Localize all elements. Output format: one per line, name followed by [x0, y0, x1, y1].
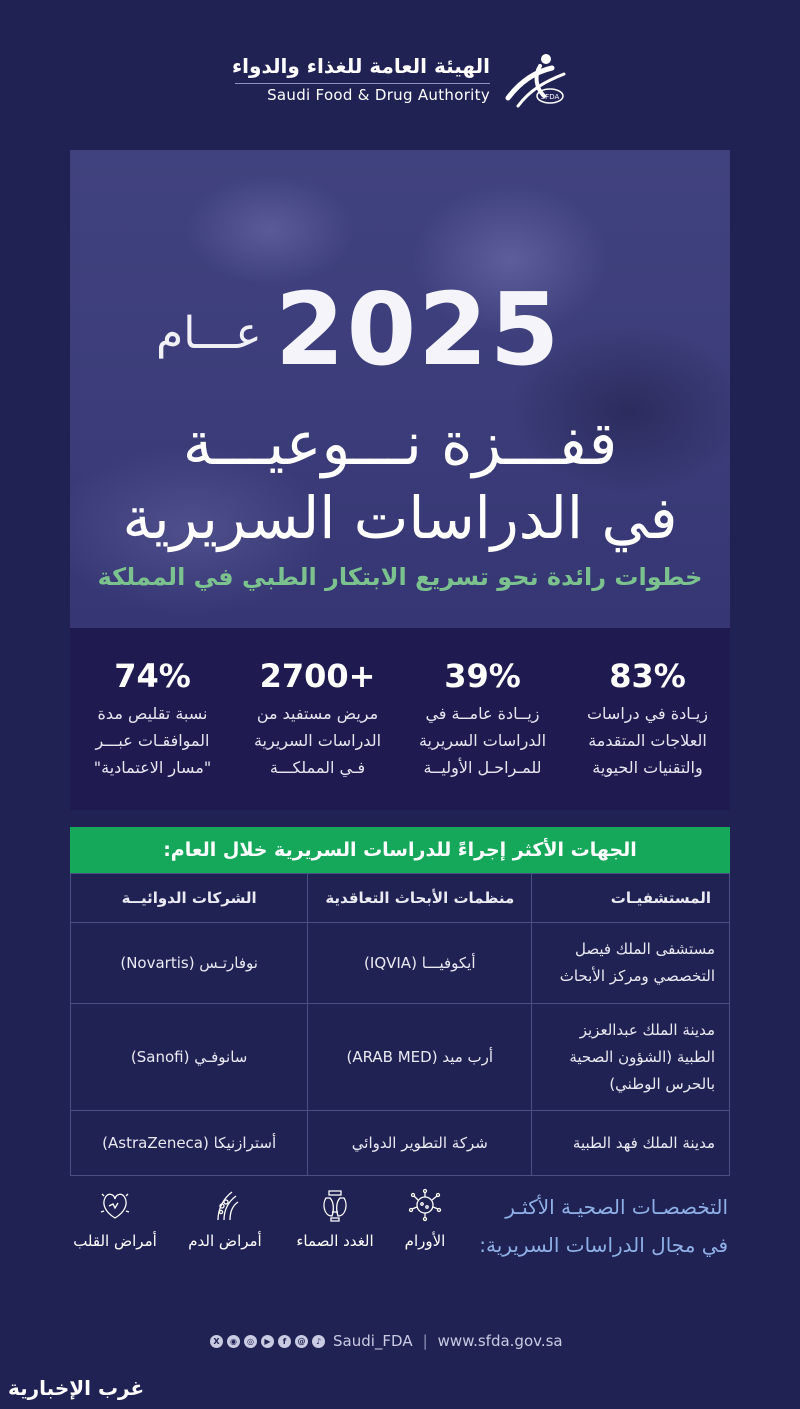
- header-cros: منظمات الأبحاث التعاقدية: [308, 874, 532, 923]
- stat-description: زيــادة عامــة في الدراسات السريرية للمـراحـل الأوليــة: [418, 704, 547, 777]
- specialty-endocrinology: [290, 1188, 380, 1250]
- sfda-logo: [230, 52, 570, 110]
- threads-icon[interactable]: @: [295, 1335, 308, 1348]
- header-pharma: الشركات الدوائيــة: [71, 874, 308, 923]
- table-cell: أرب ميد (ARAB MED): [308, 1004, 532, 1111]
- snapchat-icon[interactable]: ◉: [227, 1335, 240, 1348]
- hero-banner: [70, 150, 730, 628]
- hero-tagline: خطوات رائدة نحو تسريع الابتكار الطبي في المملكة: [97, 563, 703, 591]
- entities-table: [70, 873, 730, 1176]
- table-cell: مستشفى الملك فيصل التخصصي ومركز الأبحاث: [532, 923, 730, 1004]
- social-handle[interactable]: Saudi_FDA: [333, 1332, 413, 1350]
- table-cell: أيكوفيـــا (IQVIA): [308, 923, 532, 1004]
- specialties-title: التخصصـات الصحيـة الأكثـر في مجال الدراسات السريرية:: [479, 1195, 728, 1257]
- virus-icon: [380, 1188, 470, 1222]
- watermark: غرب الإخبارية: [8, 1376, 145, 1400]
- specialty-oncology: [380, 1188, 470, 1250]
- stat-value: 83%: [609, 657, 686, 695]
- table-cell: أسترازنيكا (AstraZeneca): [71, 1111, 308, 1176]
- sfda-emblem-icon: [500, 52, 570, 110]
- logo-arabic-name: الهيئة العامة للغذاء والدواء: [231, 54, 490, 78]
- year-prefix: عـــام: [156, 308, 262, 359]
- table-cell: شركة التطوير الدوائي: [308, 1111, 532, 1176]
- specialty-label: أمراض الدم: [188, 1232, 262, 1250]
- footer: [210, 1330, 590, 1352]
- youtube-icon[interactable]: ▶: [261, 1335, 274, 1348]
- footer-separator: |: [422, 1332, 428, 1350]
- stat-description: مريض مستفيد من الدراسات السريرية فـي المملكـــة: [253, 704, 382, 777]
- table-cell: مدينة الملك عبدالعزيز الطبية (الشؤون الصحية بالحرس الوطني): [532, 1004, 730, 1111]
- stats-panel: [70, 628, 730, 810]
- hero-title-line1: قفـــزة نـــوعيـــة: [182, 409, 618, 479]
- heart-icon: [70, 1188, 160, 1222]
- table-cell: سانوفـي (Sanofi): [71, 1004, 308, 1111]
- stat-early-phase: [400, 628, 565, 810]
- table-row: [71, 923, 730, 1004]
- facebook-icon[interactable]: f: [278, 1335, 291, 1348]
- table-header-row: [71, 874, 730, 923]
- tiktok-icon[interactable]: ♪: [312, 1335, 325, 1348]
- blood-vessel-icon: [180, 1188, 270, 1222]
- stat-value: 74%: [114, 657, 191, 695]
- stat-value: 2700+: [259, 657, 376, 695]
- specialties-section: [60, 1188, 740, 1268]
- table-row: [71, 1004, 730, 1111]
- svg-text:SFDA: SFDA: [540, 93, 560, 101]
- table-cell: نوفارتـس (Novartis): [71, 923, 308, 1004]
- header-hospitals: المستشفيـات: [532, 874, 730, 923]
- specialty-hematology: [180, 1188, 270, 1250]
- stat-advanced-therapies: [565, 628, 730, 810]
- instagram-icon[interactable]: ◎: [244, 1335, 257, 1348]
- website-link[interactable]: www.sfda.gov.sa: [437, 1332, 563, 1350]
- year-heading: [70, 270, 730, 390]
- stat-approval-reduction: [70, 628, 235, 810]
- thyroid-icon: [290, 1188, 380, 1222]
- stat-description: نسبة تقليص مدة الموافقـات عبـــر "مسار الاعتمادية": [93, 704, 212, 777]
- hero-title-line2: في الدراسات السريرية: [122, 484, 678, 552]
- table-title: الجهات الأكثر إجراءً للدراسات السريرية خلال العام:: [70, 827, 730, 873]
- specialty-label: أمراض القلب: [73, 1232, 157, 1250]
- stat-patients: [235, 628, 400, 810]
- specialty-label: الأورام: [404, 1232, 446, 1250]
- logo-divider: [235, 83, 490, 84]
- specialty-label: الغدد الصماء: [296, 1232, 374, 1250]
- top-entities-table: [70, 827, 730, 1176]
- specialty-cardiology: [70, 1188, 160, 1250]
- table-cell: مدينة الملك فهد الطبية: [532, 1111, 730, 1176]
- x-icon[interactable]: X: [210, 1335, 223, 1348]
- table-row: [71, 1111, 730, 1176]
- year-number: 2025: [275, 271, 562, 388]
- stat-value: 39%: [444, 657, 521, 695]
- logo-english-name: Saudi Food & Drug Authority: [267, 86, 490, 104]
- stat-description: زيـادة في دراسات العلاجات المتقدمة والتقنيات الحيوية: [586, 704, 709, 777]
